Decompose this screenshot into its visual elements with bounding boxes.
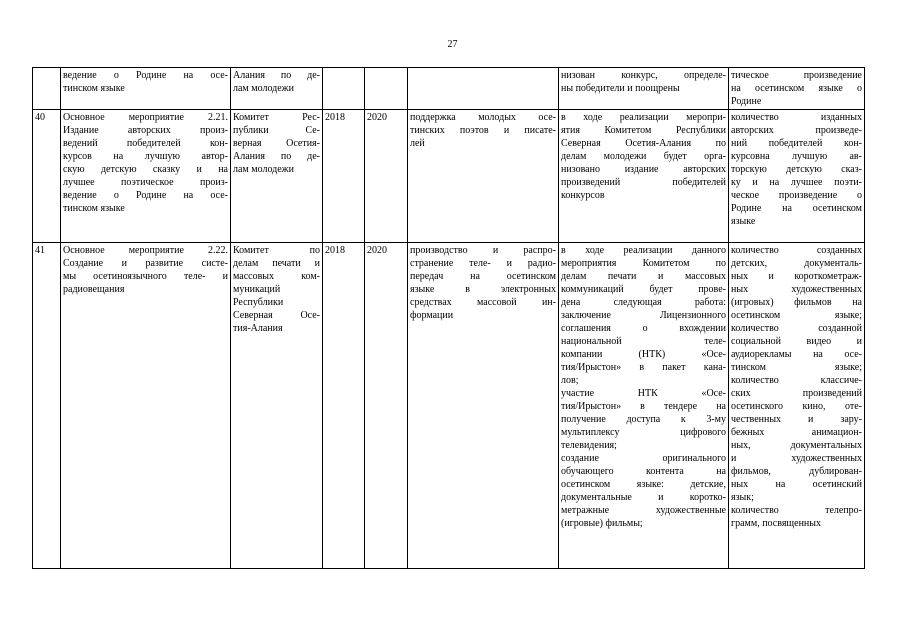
- cell-text-line: Основное мероприятие 2.22.: [63, 245, 228, 256]
- cell-text-line: языке в электронных: [410, 284, 556, 295]
- cell-text-line: поддержка молодых осе-: [410, 112, 556, 123]
- cell-text-line: тинском языке: [63, 203, 125, 214]
- cell-text-line: количество созданной: [731, 323, 862, 334]
- cell-text-line: верная Осетия-: [233, 138, 320, 149]
- cell-text: 40: [35, 112, 45, 123]
- cell-text-line: лам молодежи: [233, 83, 294, 94]
- cell-text-line: лам молодежи: [233, 164, 294, 175]
- indicators-cell: [729, 243, 865, 569]
- cell-text-line: ских произведений: [731, 388, 862, 399]
- implementation-cell: [559, 68, 729, 110]
- cell-text-line: ятия Комитетом Республики: [561, 125, 726, 136]
- implementation-cell: [559, 243, 729, 569]
- cell-text-line: Комитет по: [233, 245, 320, 256]
- start-year-cell: [323, 243, 365, 569]
- implementation-cell: [559, 110, 729, 243]
- goal-cell: [408, 68, 559, 110]
- cell-text-line: осетинского кино, оте-: [731, 401, 862, 412]
- cell-text-line: низовано издание авторских: [561, 164, 726, 175]
- cell-text-line: ческое произведение о: [731, 190, 862, 201]
- cell-text-line: тия-Алания: [233, 323, 283, 334]
- cell-text-line: фильмов, дублирован-: [731, 466, 862, 477]
- cell-text-line: производство и распро-: [410, 245, 556, 256]
- cell-text-line: формации: [410, 310, 454, 321]
- cell-text-line: дена следующая работа:: [561, 297, 726, 308]
- cell-text-line: и художественных: [731, 453, 862, 464]
- cell-text-line: (игровых) фильмов на: [731, 297, 862, 308]
- cell-text-line: ных и короткометраж-: [731, 271, 862, 282]
- cell-text-line: на осетинском языке о: [731, 83, 862, 94]
- cell-text-line: получение доступа к 3-му: [561, 414, 726, 425]
- end-year-cell: [365, 68, 408, 110]
- cell-text-line: мы осетиноязычного теле- и: [63, 271, 228, 282]
- cell-text-line: публики Се-: [233, 125, 320, 136]
- activity-name-cell: [61, 243, 231, 569]
- row-number-cell: [33, 110, 61, 243]
- start-year-cell: [323, 68, 365, 110]
- cell-text-line: национальной теле-: [561, 336, 726, 347]
- table-row: [33, 243, 865, 569]
- executor-cell: [231, 243, 323, 569]
- cell-text-line: делам печати и массовых: [561, 271, 726, 282]
- cell-text-line: делам печати и: [233, 258, 320, 269]
- cell-text: 41: [35, 245, 45, 256]
- cell-text-line: телевидения;: [561, 440, 617, 451]
- cell-text-line: количество классиче-: [731, 375, 862, 386]
- cell-text-line: в ходе реализации данного: [561, 245, 726, 256]
- cell-text-line: Алания по де-: [233, 70, 320, 81]
- cell-text-line: радиовещания: [63, 284, 125, 295]
- cell-text-line: создание оригинального: [561, 453, 726, 464]
- cell-text-line: обучающего контента на: [561, 466, 726, 477]
- cell-text-line: количество созданных: [731, 245, 862, 256]
- cell-text-line: мультиплексу цифрового: [561, 427, 726, 438]
- start-year-cell: [323, 110, 365, 243]
- cell-text-line: ку и на лучшее поэти-: [731, 177, 862, 188]
- goal-cell: [408, 110, 559, 243]
- cell-text-line: передач на осетинском: [410, 271, 556, 282]
- cell-text-line: средствах массовой ин-: [410, 297, 556, 308]
- cell-text-line: социальной видео и: [731, 336, 862, 347]
- cell-text-line: конкурсов: [561, 190, 605, 201]
- cell-text-line: Родине: [731, 96, 762, 107]
- cell-text-line: грамм, посвященных: [731, 518, 821, 529]
- cell-text-line: массовых ком-: [233, 271, 320, 282]
- cell-text-line: тинских поэтов и писате-: [410, 125, 556, 136]
- table-row: [33, 110, 865, 243]
- cell-text-line: скую детскую сказку и на: [63, 164, 228, 175]
- cell-text-line: ных художественных: [731, 284, 862, 295]
- cell-text-line: муникаций: [233, 284, 281, 295]
- cell-text-line: странение теле- и радио-: [410, 258, 556, 269]
- cell-text-line: осетинском языке;: [731, 310, 862, 321]
- cell-text-line: произведений победителей: [561, 177, 726, 188]
- cell-text-line: Северная Осетия-Алания по: [561, 138, 726, 149]
- cell-text-line: детских, документаль-: [731, 258, 862, 269]
- cell-text-line: низован конкурс, определе-: [561, 70, 726, 81]
- cell-text-line: метражные художественные: [561, 505, 726, 516]
- cell-text-line: тия/Ирыстон» в тендере на: [561, 401, 726, 412]
- row-number-cell: [33, 243, 61, 569]
- cell-text-line: Комитет Рес-: [233, 112, 320, 123]
- cell-text-line: Северная Осе-: [233, 310, 320, 321]
- cell-text-line: языке: [731, 216, 756, 227]
- cell-text: 2020: [367, 245, 387, 256]
- cell-text-line: Основное мероприятие 2.21.: [63, 112, 228, 123]
- cell-text-line: тическое произведение: [731, 70, 862, 81]
- cell-text-line: ний победителей кон-: [731, 138, 862, 149]
- executor-cell: [231, 110, 323, 243]
- cell-text-line: документальные и коротко-: [561, 492, 726, 503]
- indicators-cell: [729, 110, 865, 243]
- cell-text-line: осетинском языке: детские,: [561, 479, 726, 490]
- cell-text: 2020: [367, 112, 387, 123]
- cell-text: 2018: [325, 112, 345, 123]
- cell-text-line: торскую детскую сказ-: [731, 164, 862, 175]
- cell-text-line: авторских произведе-: [731, 125, 862, 136]
- cell-text-line: (игровые) фильмы;: [561, 518, 643, 529]
- cell-text-line: Издание авторских произ-: [63, 125, 228, 136]
- executor-cell: [231, 68, 323, 110]
- cell-text-line: курсов на лучшую автор-: [63, 151, 228, 162]
- goal-cell: [408, 243, 559, 569]
- end-year-cell: [365, 110, 408, 243]
- cell-text-line: мероприятия Комитетом по: [561, 258, 726, 269]
- end-year-cell: [365, 243, 408, 569]
- cell-text-line: ных, документальных: [731, 440, 862, 451]
- cell-text-line: курсовна лучшую ав-: [731, 151, 862, 162]
- row-number-cell: [33, 68, 61, 110]
- cell-text-line: соглашения о вхождении: [561, 323, 726, 334]
- cell-text-line: Алания по де-: [233, 151, 320, 162]
- cell-text-line: Республики: [233, 297, 284, 308]
- table-row: [33, 68, 865, 110]
- cell-text-line: заключение Лицензионного: [561, 310, 726, 321]
- cell-text-line: делам молодежи будет орга-: [561, 151, 726, 162]
- cell-text-line: количество изданных: [731, 112, 862, 123]
- cell-text-line: тинском языке: [63, 83, 125, 94]
- cell-text: 2018: [325, 245, 345, 256]
- cell-text-line: тия/Ирыстон» в пакет кана-: [561, 362, 726, 373]
- cell-text-line: ведений победителей кон-: [63, 138, 228, 149]
- cell-text-line: язык;: [731, 492, 754, 503]
- activity-name-cell: [61, 68, 231, 110]
- cell-text-line: Создание и развитие систе-: [63, 258, 228, 269]
- cell-text-line: ведение о Родине на осе-: [63, 190, 228, 201]
- cell-text-line: в ходе реализации меропри-: [561, 112, 726, 123]
- cell-text-line: Родине на осетинском: [731, 203, 862, 214]
- cell-text-line: бежных анимацион-: [731, 427, 862, 438]
- cell-text-line: чественных и зару-: [731, 414, 862, 425]
- cell-text-line: компании (НТК) «Осе-: [561, 349, 726, 360]
- program-activities-table: [32, 67, 865, 569]
- indicators-cell: [729, 68, 865, 110]
- cell-text-line: лей: [410, 138, 425, 149]
- cell-text-line: участие НТК «Осе-: [561, 388, 726, 399]
- cell-text-line: лучшее поэтическое произ-: [63, 177, 228, 188]
- cell-text-line: аудиорекламы на осе-: [731, 349, 862, 360]
- activity-name-cell: [61, 110, 231, 243]
- cell-text-line: лов;: [561, 375, 579, 386]
- cell-text-line: коммуникаций будет прове-: [561, 284, 726, 295]
- cell-text-line: ведение о Родине на осе-: [63, 70, 228, 81]
- cell-text-line: тинском языке;: [731, 362, 862, 373]
- cell-text-line: ных на осетинский: [731, 479, 862, 490]
- cell-text-line: количество телепро-: [731, 505, 862, 516]
- page-number: 27: [447, 39, 458, 50]
- cell-text-line: ны победители и поощрены: [561, 83, 680, 94]
